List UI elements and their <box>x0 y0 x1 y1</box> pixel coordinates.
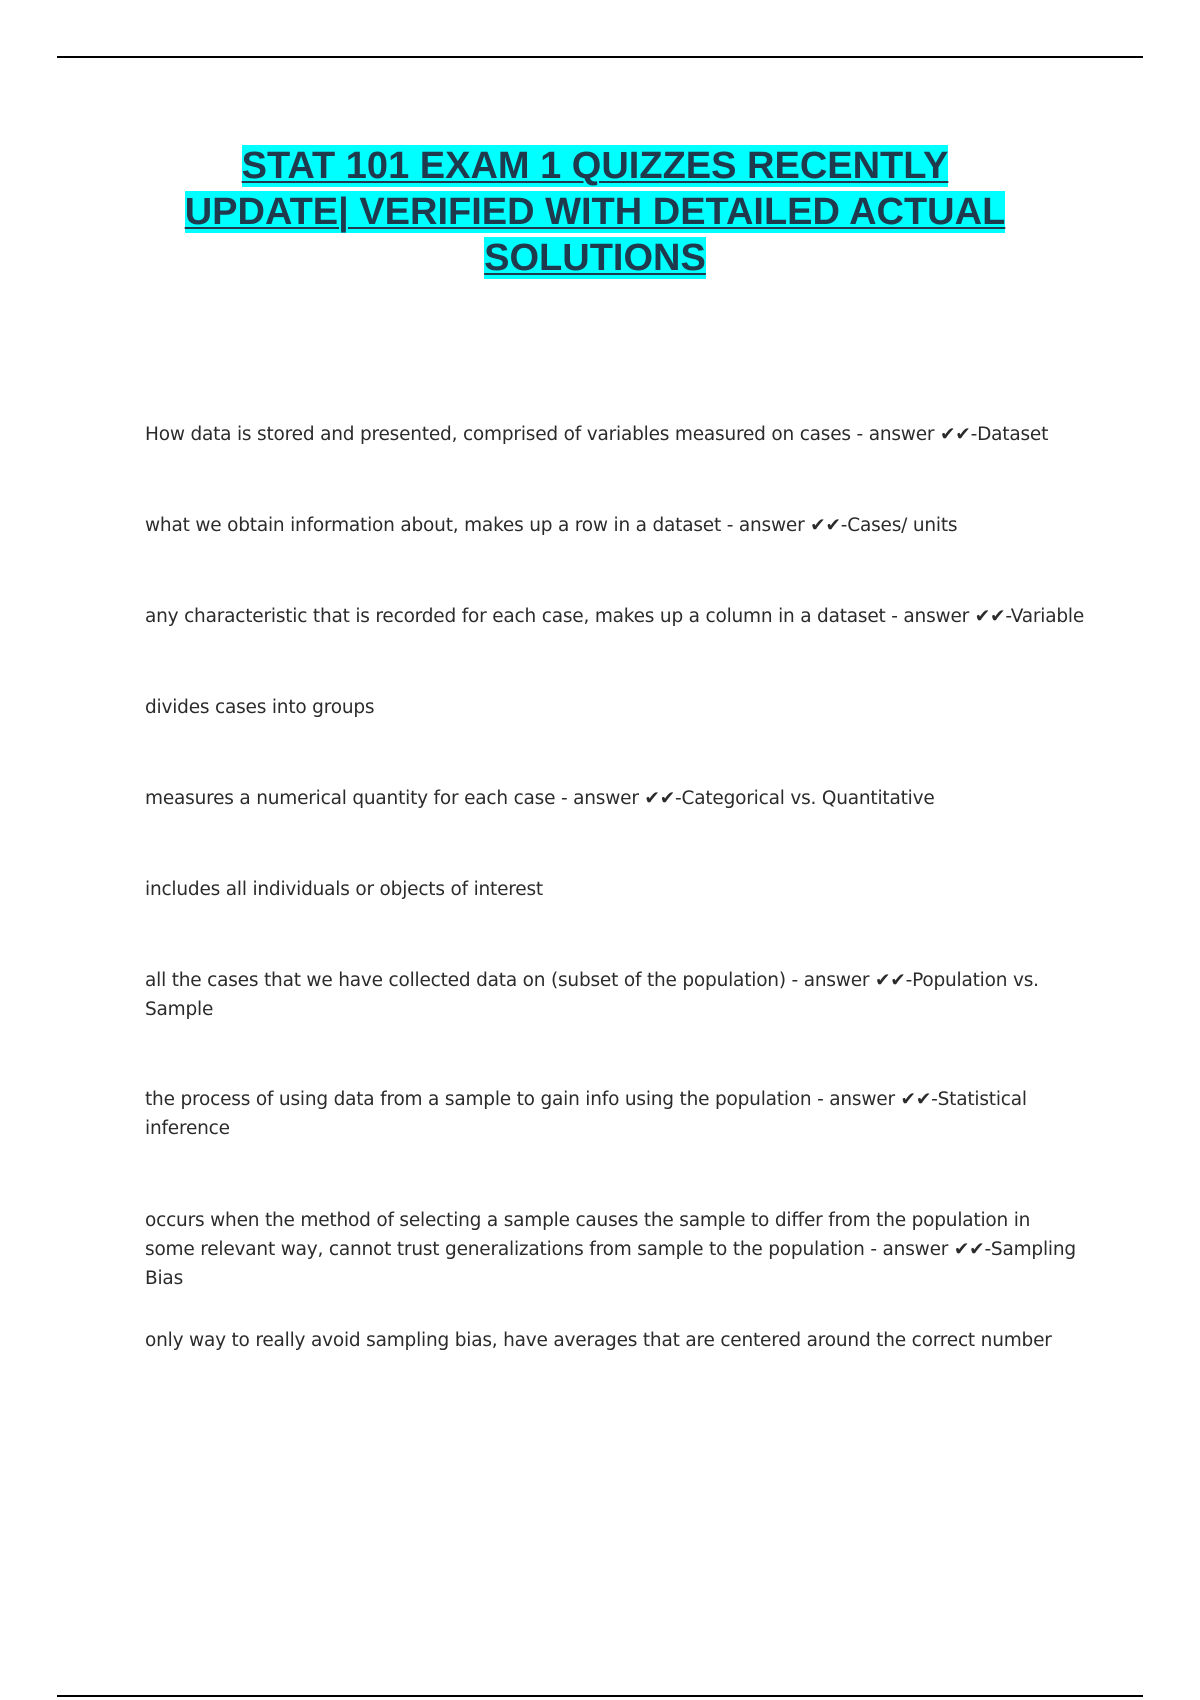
qa-item-quantitative: measures a numerical quantity for each case - answer ✔✔-Categorical vs. Quantitative <box>145 788 935 809</box>
qa-item-statistical-inference: the process of using data from a sample to gain info using the population - answer ✔✔-Statistical inference <box>145 1089 1027 1139</box>
qa-item-dataset: How data is stored and presented, comprised of variables measured on cases - answer ✔✔-Dataset <box>145 424 1049 445</box>
qa-item-categorical: divides cases into groups <box>145 697 375 718</box>
document-title <box>100 143 1090 281</box>
top-rule <box>57 56 1143 58</box>
qa-item-variable: any characteristic that is recorded for each case, makes up a column in a dataset - answer ✔✔-Variable <box>145 606 1085 627</box>
qa-item-sampling-bias: occurs when the method of selecting a sample causes the sample to differ from the population in some relevant way, cannot trust generalizations from sample to the population - answer ✔✔-Sampling Bias <box>145 1210 1076 1289</box>
title-line-3: SOLUTIONS <box>484 237 706 279</box>
qa-item-cases: what we obtain information about, makes up a row in a dataset - answer ✔✔-Cases/ units <box>145 515 958 536</box>
title-line-1: STAT 101 EXAM 1 QUIZZES RECENTLY <box>241 145 949 187</box>
qa-item-random-sampling: only way to really avoid sampling bias, have averages that are centered around the correct number <box>145 1330 1052 1351</box>
bottom-rule <box>57 1695 1143 1697</box>
title-line-2: UPDATE| VERIFIED WITH DETAILED ACTUAL <box>184 191 1006 233</box>
qa-item-population: includes all individuals or objects of interest <box>145 879 543 900</box>
qa-item-sample: all the cases that we have collected data on (subset of the population) - answer ✔✔-Population vs. Sample <box>145 970 1039 1020</box>
